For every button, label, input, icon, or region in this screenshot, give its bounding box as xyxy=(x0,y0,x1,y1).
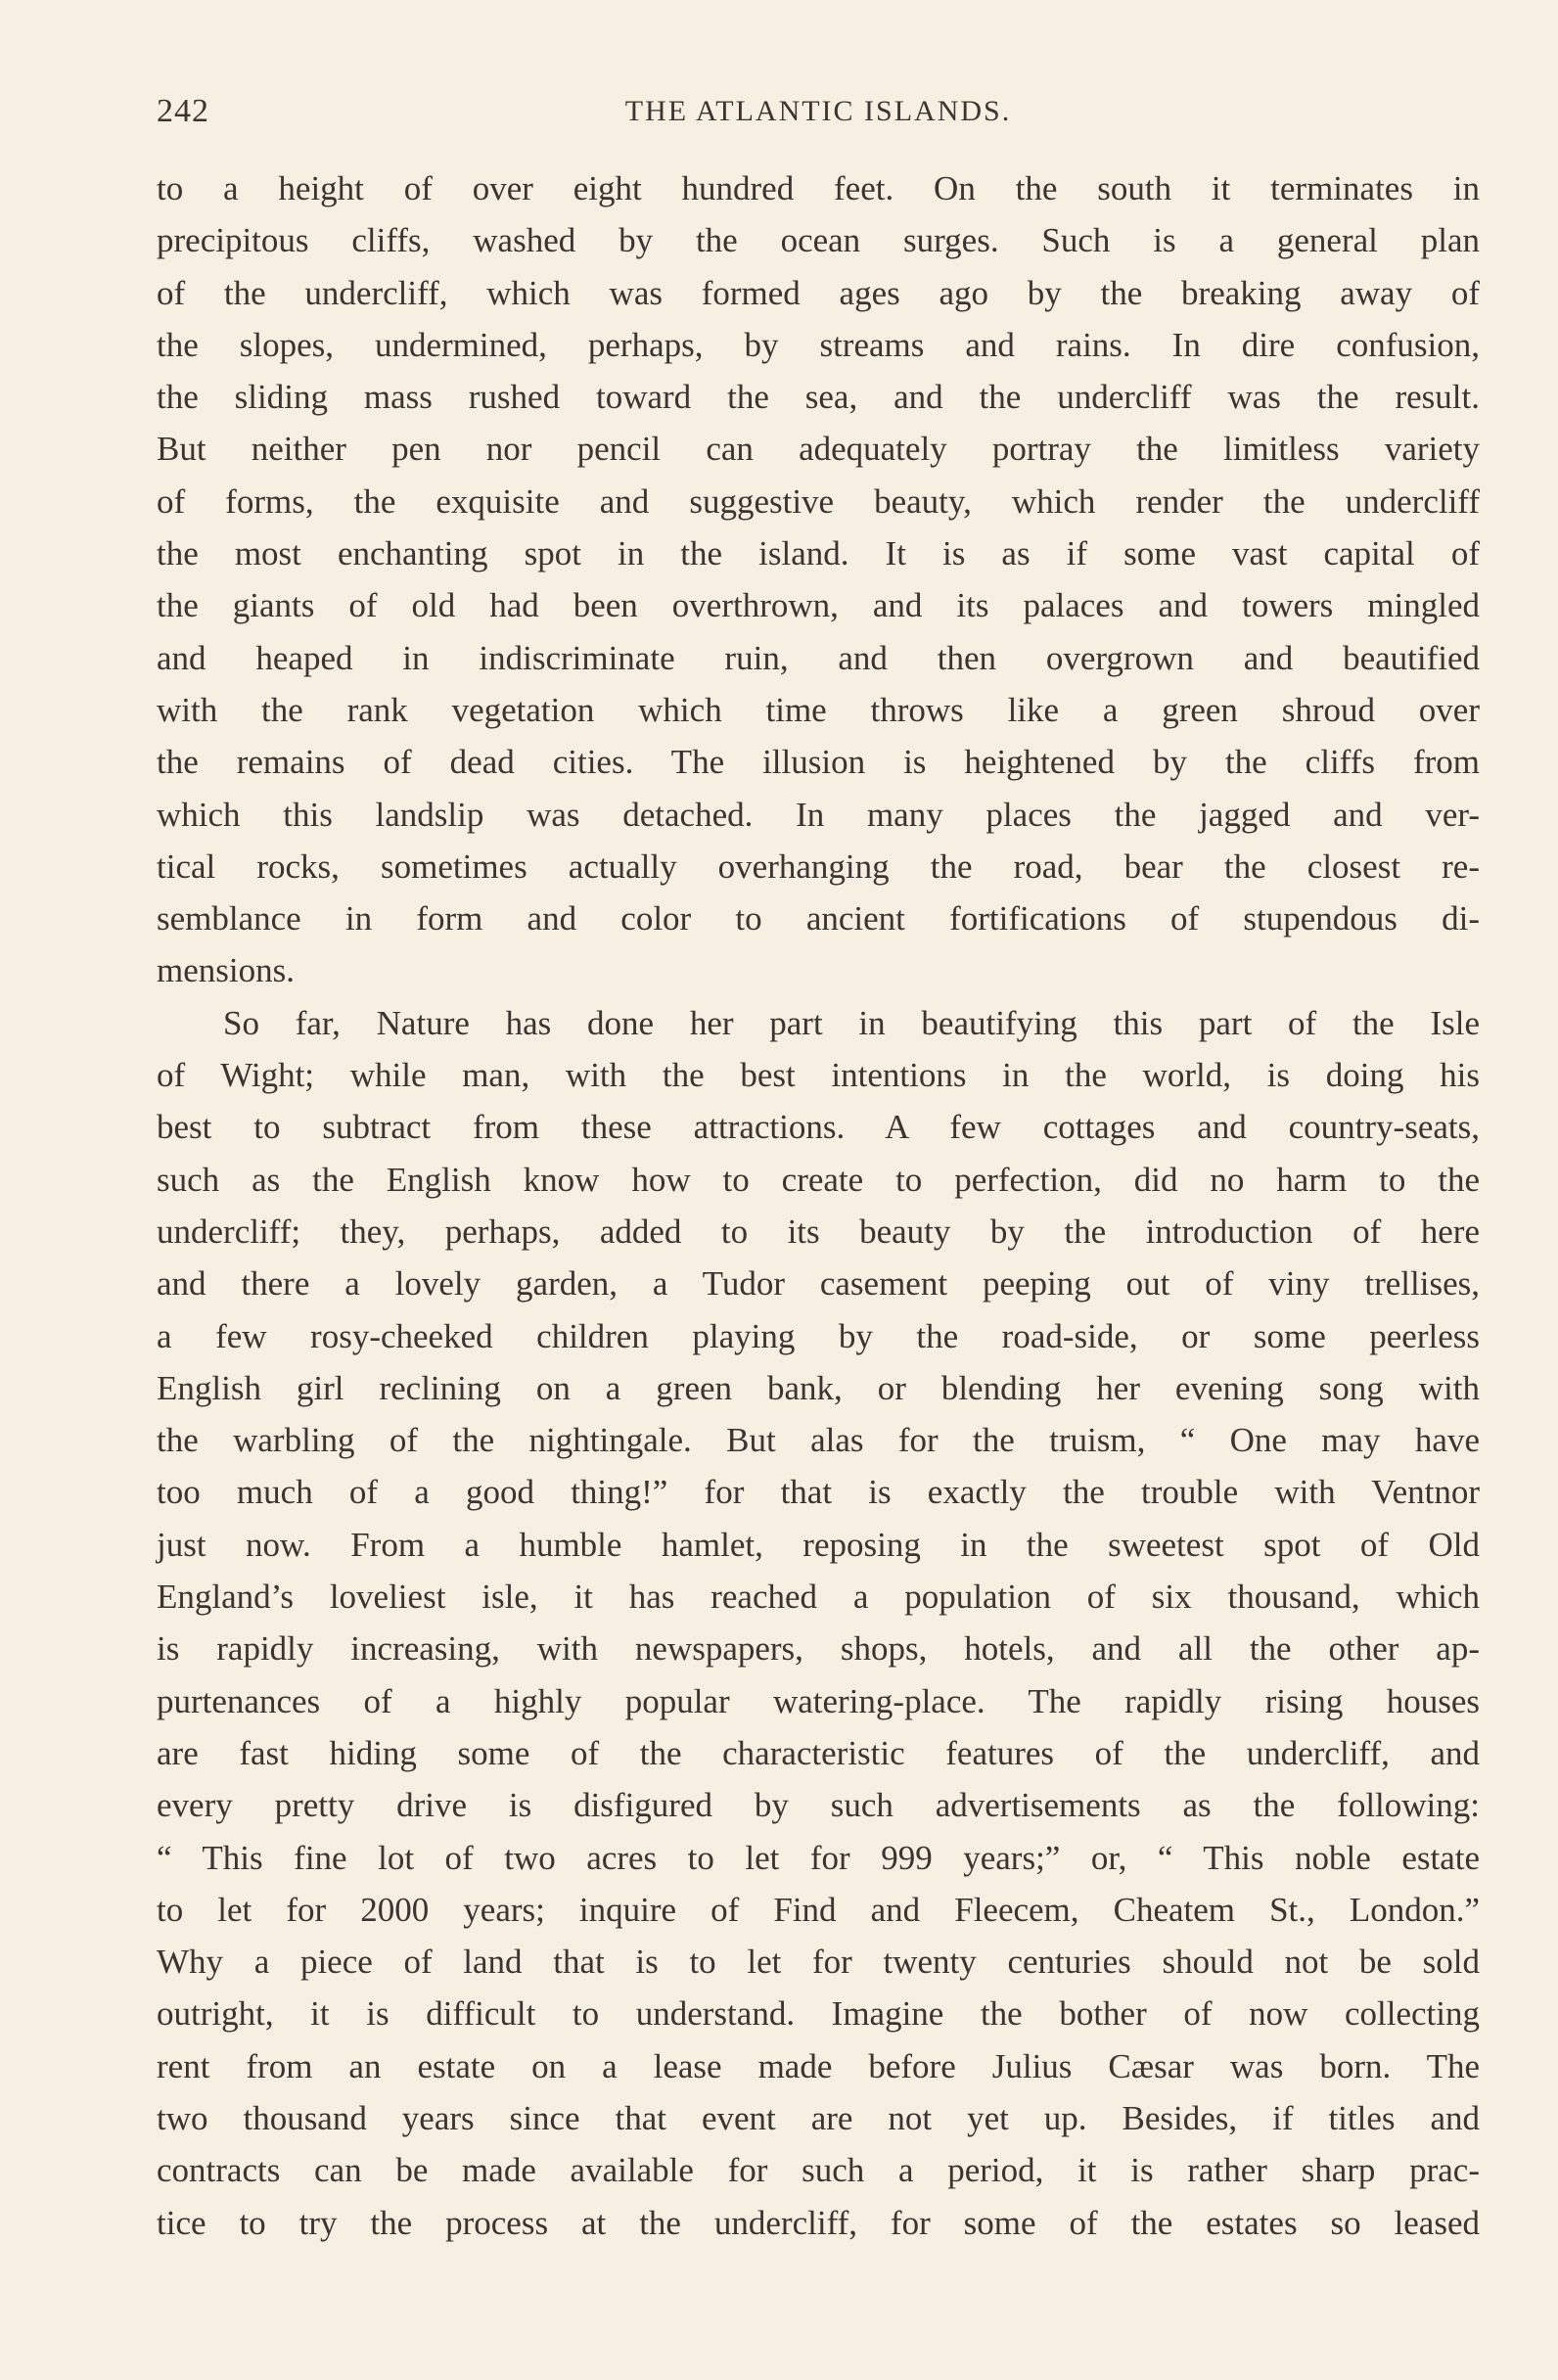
text-line: to a height of over eight hundred feet. On the south it terminates in xyxy=(157,169,1480,207)
text-line: undercliff; they, perhaps, added to its beauty by the introduction of here xyxy=(157,1212,1480,1251)
paragraph-end-line: mensions. xyxy=(157,951,295,990)
text-line: such as the English know how to create to perfection, did no harm to the xyxy=(157,1160,1480,1199)
text-line: English girl reclining on a green bank, or blending her evening song with xyxy=(157,1368,1480,1407)
text-line: the sliding mass rushed toward the sea, and the undercliff was the result. xyxy=(157,378,1480,417)
text-line: are fast hiding some of the characteristic features of the undercliff, and xyxy=(157,1733,1480,1772)
text-line: best to subtract from these attractions. A few cottages and country-seats, xyxy=(157,1108,1480,1147)
text-line: “ This fine lot of two acres to let for 999 years;” or, “ This noble estate xyxy=(157,1838,1480,1877)
text-line: rent from an estate on a lease made before Julius Cæsar was born. The xyxy=(157,2046,1480,2085)
text-line: the remains of dead cities. The illusion is heightened by the cliffs from xyxy=(157,743,1480,782)
text-line: every pretty drive is disfigured by such advertisements as the following: xyxy=(157,1786,1480,1825)
page-number: 242 xyxy=(157,93,209,129)
text-line: to let for 2000 years; inquire of Find and Fleecem, Cheatem St., London.” xyxy=(157,1890,1480,1929)
text-line: of the undercliff, which was formed ages ago by the breaking away of xyxy=(157,273,1480,312)
body-text xyxy=(157,162,1480,2249)
text-line: tice to try the process at the undercliff, for some of the estates so leased xyxy=(157,2203,1480,2242)
text-line: the giants of old had been overthrown, and its palaces and towers mingled xyxy=(157,586,1480,625)
text-line: just now. From a humble hamlet, reposing in the sweetest spot of Old xyxy=(157,1525,1480,1564)
text-line: precipitous cliffs, washed by the ocean surges. Such is a general plan xyxy=(157,221,1480,260)
text-line: two thousand years since that event are not yet up. Besides, if titles and xyxy=(157,2098,1480,2137)
text-line: semblance in form and color to ancient fortifications of stupendous di- xyxy=(157,899,1480,938)
text-line: is rapidly increasing, with newspapers, shops, hotels, and all the other ap- xyxy=(157,1629,1480,1669)
text-line: and heaped in indiscriminate ruin, and then overgrown and beautified xyxy=(157,638,1480,677)
text-line: the warbling of the nightingale. But alas for the truism, “ One may have xyxy=(157,1421,1480,1460)
text-line: outright, it is difficult to understand. Imagine the bother of now collecting xyxy=(157,1994,1480,2034)
paragraph-start-line: So far, Nature has done her part in beautifying this part of the Isle xyxy=(223,1003,1480,1042)
text-line: too much of a good thing!” for that is exactly the trouble with Ventnor xyxy=(157,1473,1480,1512)
text-line: contracts can be made available for such a period, it is rather sharp prac- xyxy=(157,2151,1480,2190)
text-line: with the rank vegetation which time throws like a green shroud over xyxy=(157,690,1480,729)
text-line: tical rocks, sometimes actually overhanging the road, bear the closest re- xyxy=(157,847,1480,886)
text-line: England’s loveliest isle, it has reached a population of six thousand, which xyxy=(157,1578,1480,1617)
text-line: Why a piece of land that is to let for twenty centuries should not be sold xyxy=(157,1943,1480,1982)
text-line: and there a lovely garden, a Tudor casement peeping out of viny trellises, xyxy=(157,1264,1480,1304)
text-line: the slopes, undermined, perhaps, by streams and rains. In dire confusion, xyxy=(157,325,1480,364)
text-line: a few rosy-cheeked children playing by the road-side, or some peerless xyxy=(157,1316,1480,1355)
running-head xyxy=(157,90,1480,133)
text-line: the most enchanting spot in the island. It is as if some vast capital of xyxy=(157,534,1480,573)
text-line: But neither pen nor pencil can adequately portray the limitless variety xyxy=(157,430,1480,469)
text-line: of Wight; while man, with the best intentions in the world, is doing his xyxy=(157,1056,1480,1095)
text-line: purtenances of a highly popular watering-place. The rapidly rising houses xyxy=(157,1681,1480,1720)
text-line: of forms, the exquisite and suggestive beauty, which render the undercliff xyxy=(157,481,1480,521)
running-title: THE ATLANTIC ISLANDS. xyxy=(624,95,1012,127)
text-line: which this landslip was detached. In many places the jagged and ver- xyxy=(157,795,1480,834)
